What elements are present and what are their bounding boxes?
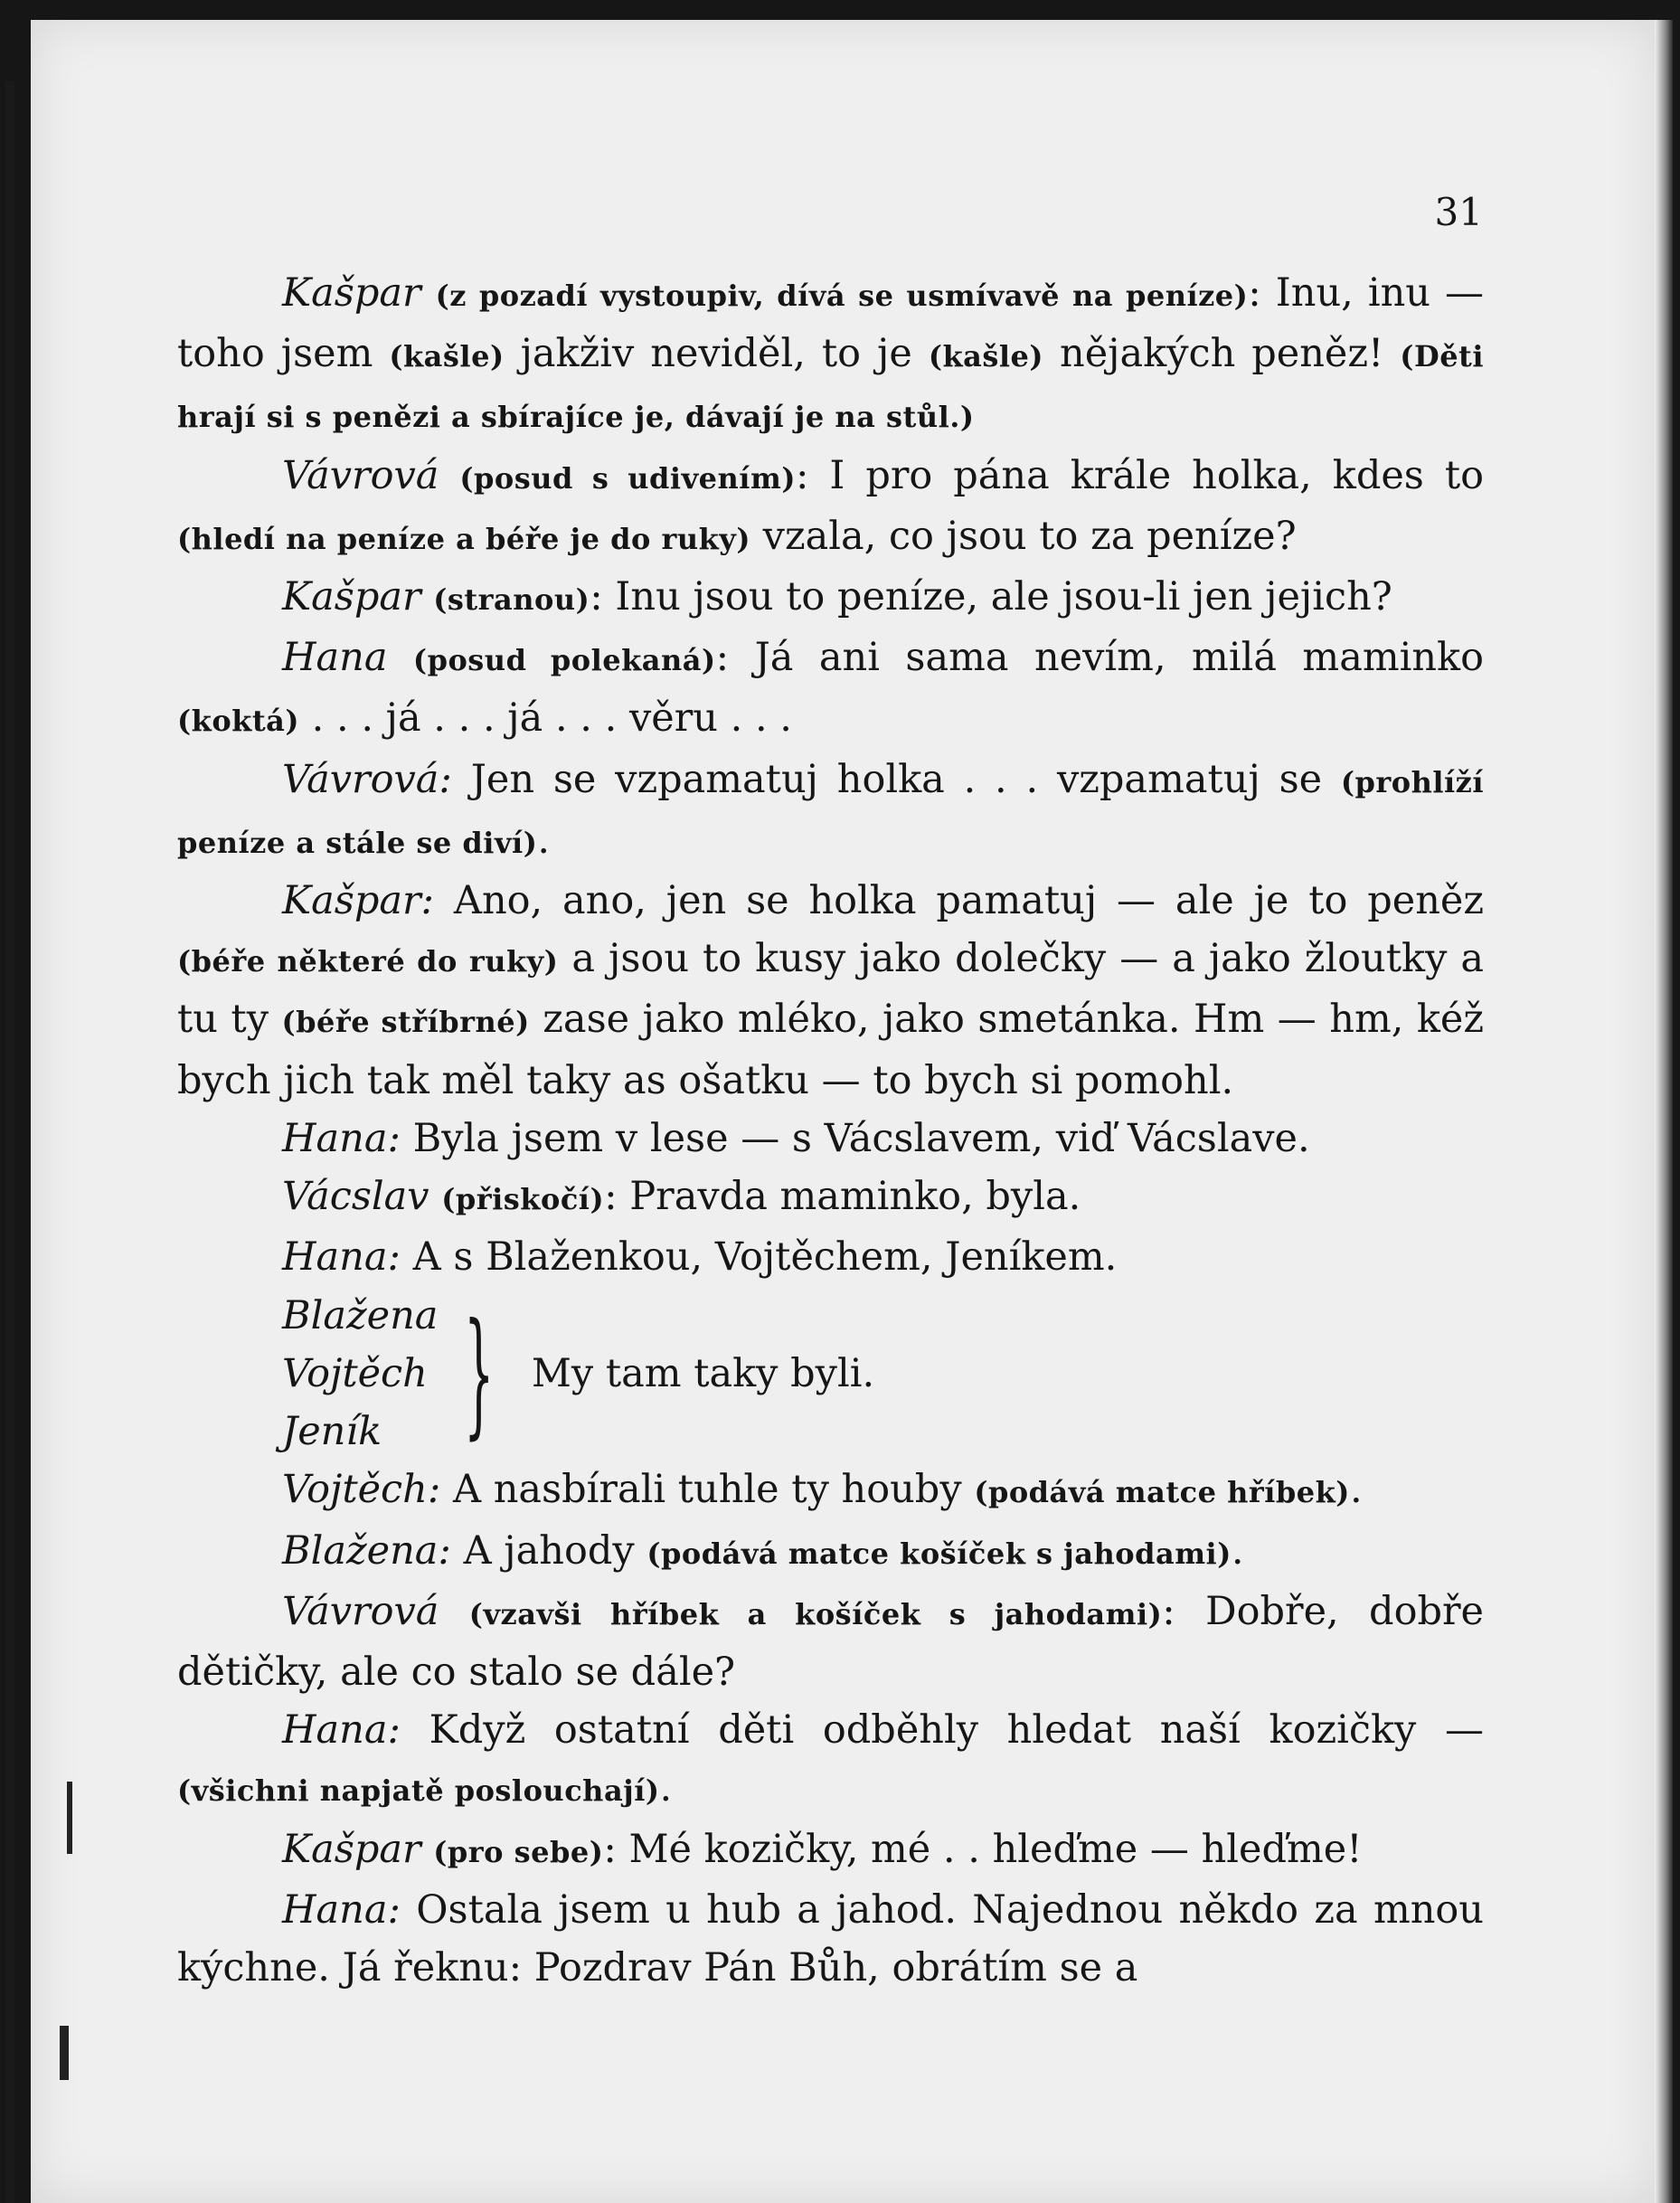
dialogue-block-1: [177, 264, 1484, 1286]
stage-direction: (kašle): [389, 339, 505, 374]
dialogue-text: [421, 1827, 434, 1872]
stage-direction: (koktá): [177, 704, 299, 739]
dialogue-text: [439, 1589, 468, 1634]
dialogue-text: : Pravda maminko, byla.: [604, 1174, 1081, 1220]
dialogue-paragraph: [177, 1168, 1484, 1228]
stage-direction: (podává matce košíček s jahodami): [647, 1536, 1232, 1571]
stage-direction: (béře stříbrné): [281, 1005, 530, 1040]
speaker-name: Hana:: [282, 1115, 401, 1161]
dialogue-paragraph: [177, 1110, 1484, 1168]
dialogue-paragraph: [177, 447, 1484, 568]
dialogue-text: : Inu, inu — toho jsem: [177, 270, 1484, 377]
dialogue-text: [387, 635, 412, 680]
dialogue-paragraph: [177, 872, 1484, 1110]
speaker-name: Vácslav: [282, 1174, 429, 1220]
stage-direction: (Děti hrají si s penězi a sbírajíce je, dávají je na stůl.): [177, 339, 1484, 435]
dialogue-text: Ano, ano, jen se holka pamatuj — ale je to peněz: [434, 878, 1484, 924]
dialogue-block-2: [177, 1461, 1484, 1997]
speaker-name: Kašpar:: [282, 878, 435, 924]
chorus-line: My tam taky byli.: [531, 1350, 875, 1396]
dialogue-text: . . . já . . . já . . . věru . . .: [298, 695, 792, 742]
speaker-name: Hana: [282, 635, 388, 681]
dialogue-text: Ostala jsem u hub a jahod. Najednou někdo za mnou kýchne. Já řeknu: Pozdrav Pán Bůh, obrátím se a: [177, 1886, 1484, 1991]
stage-direction: (prohlíží peníze a stále se diví): [177, 764, 1484, 860]
dialogue-paragraph: [177, 1461, 1484, 1521]
page-binding-edge: [5, 81, 14, 2203]
dialogue-text: A s Blaženkou, Vojtěchem, Jeníkem.: [400, 1234, 1118, 1281]
stage-direction: (přiskočí): [441, 1182, 605, 1217]
dialogue-text: .: [1231, 1527, 1244, 1574]
stage-direction: (posud s udivením): [459, 460, 796, 496]
dialogue-text: jakživ neviděl, to je: [504, 331, 929, 377]
dialogue-text: [429, 1174, 442, 1219]
chorus-name: Vojtěch: [282, 1350, 428, 1396]
speaker-name: Vávrová: [282, 1588, 439, 1634]
dialogue-paragraph: [177, 1228, 1484, 1286]
dialogue-paragraph: [177, 1701, 1484, 1820]
stage-direction: (béře některé do ruky): [177, 944, 559, 979]
stage-direction: (stranou): [433, 582, 590, 618]
dialogue-text: [421, 270, 436, 316]
stage-direction: (hledí na peníze a béře je do ruky): [177, 521, 750, 556]
speaker-name: Kašpar: [282, 270, 421, 316]
speaker-name: Hana:: [282, 1234, 401, 1281]
scan-speck: [60, 2026, 69, 2080]
speaker-name: Kašpar: [282, 574, 421, 620]
dialogue-text: : Mé kozičky, mé . . hleďme — hleďme!: [603, 1826, 1363, 1872]
dialogue-text: : Já ani sama nevím, milá maminko: [715, 635, 1484, 681]
stage-direction: (pro sebe): [433, 1834, 604, 1869]
stage-direction: (vzavši hříbek a košíček s jahodami): [468, 1596, 1163, 1631]
speaker-name: Hana:: [282, 1707, 401, 1754]
dialogue-text: Jen se vzpamatuj holka . . . vzpamatuj se: [451, 756, 1341, 802]
curly-brace: }: [464, 1294, 495, 1452]
chorus-name: Blažena: [282, 1292, 439, 1338]
speaker-name: Kašpar: [282, 1826, 421, 1872]
stage-direction: (z pozadí vystoupiv, dívá se usmívavě na peníze): [435, 279, 1249, 313]
dialogue-text: A jahody: [450, 1527, 647, 1574]
dialogue-text: .: [537, 817, 550, 863]
speaker-name: Vávrová:: [282, 756, 452, 802]
play-text: [177, 264, 1484, 1997]
dialogue-text: nějakých peněz!: [1043, 331, 1401, 377]
dialogue-paragraph: [177, 751, 1484, 872]
dialogue-paragraph: [177, 1881, 1484, 1997]
dialogue-text: .: [1349, 1467, 1363, 1513]
page-right-edge: [1655, 20, 1673, 2203]
dialogue-paragraph: [177, 1583, 1484, 1701]
dialogue-paragraph: [177, 264, 1484, 447]
speaker-name: Vávrová: [282, 452, 439, 498]
dialogue-paragraph: [177, 629, 1484, 750]
dialogue-text: : Dobře, dobře dětičky, ale co stalo se dále?: [177, 1588, 1485, 1696]
dialogue-text: Když ostatní děti odběhly hledat naší kozičky —: [400, 1707, 1484, 1754]
stage-direction: (posud polekaná): [412, 643, 716, 678]
stage-direction: (kašle): [928, 339, 1044, 374]
dialogue-text: .: [659, 1765, 673, 1811]
dialogue-text: : I pro pána krále holka, kdes to: [795, 452, 1484, 498]
dialogue-text: Byla jsem v lese — s Vácslavem, viď Vácslave.: [400, 1115, 1310, 1161]
dialogue-paragraph: [177, 568, 1484, 629]
speaker-name: Hana:: [282, 1886, 401, 1933]
dialogue-text: a jsou to kusy jako dolečky — a jako žloutky a tu ty: [177, 936, 1485, 1043]
page-number: 31: [1434, 190, 1483, 234]
speaker-name: Vojtěch:: [282, 1467, 441, 1513]
chorus-names: [282, 1287, 438, 1461]
chorus-name: Jeník: [282, 1409, 382, 1455]
dialogue-paragraph: [177, 1522, 1484, 1583]
dialogue-text: [421, 574, 434, 619]
scan-speck: [67, 1782, 72, 1854]
speaker-name: Blažena:: [282, 1527, 451, 1574]
dialogue-text: : Inu jsou to peníze, ale jsou-li jen jejich?: [590, 574, 1392, 620]
dialogue-text: zase jako mléko, jako smetánka. Hm — hm, kéž bych jich tak měl taky as ošatku — to bych si pomohl.: [177, 997, 1484, 1103]
dialogue-text: A nasbírali tuhle ty houby: [440, 1467, 975, 1513]
dialogue-paragraph: [177, 1820, 1484, 1881]
chorus-group: [282, 1286, 1484, 1461]
dialogue-text: [439, 453, 459, 498]
stage-direction: (podává matce hříbek): [974, 1475, 1350, 1510]
stage-direction: (všichni napjatě poslouchají): [177, 1773, 660, 1809]
dialogue-text: vzala, co jsou to za peníze?: [750, 513, 1297, 559]
